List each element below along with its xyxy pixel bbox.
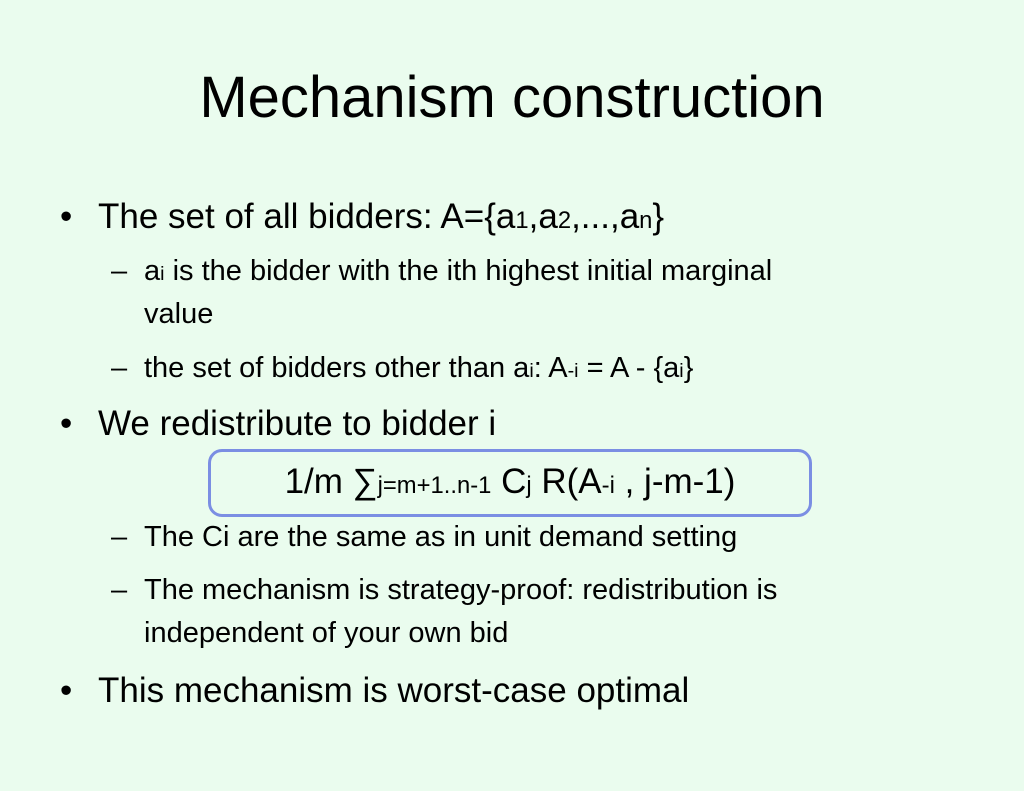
subbullet-ai-definition (111, 255, 772, 291)
colon-a: : A (533, 352, 568, 384)
equation-text: = A - {a (578, 352, 680, 384)
subscript-1: 1 (515, 207, 529, 234)
var-a: a (144, 255, 161, 287)
bullet-marker: • (60, 404, 73, 443)
bullet-text: This mechanism is worst-case optimal (98, 671, 690, 710)
dash-marker: – (111, 255, 128, 287)
set-close: } (652, 197, 665, 236)
set-comma-a: ,a (528, 197, 558, 236)
formula-prefix: 1/m ∑ (284, 462, 378, 501)
set-close: } (683, 352, 694, 384)
sum-range: j=m+1..n-1 (377, 472, 492, 499)
subbullet-strategy-proof (111, 574, 777, 607)
bullet-marker: • (60, 197, 73, 236)
subbullet-text: is the bidder with the ith highest initial marginal (164, 255, 773, 287)
subbullet-ci-same (111, 521, 737, 554)
subscript-minus-i: -i (567, 360, 579, 382)
subscript-j: j (526, 472, 532, 499)
redistribution-formula (208, 462, 812, 506)
bullet-marker: • (60, 671, 73, 710)
dash-marker: – (111, 521, 128, 553)
subscript-minus-i: -i (601, 472, 615, 499)
subscript-2: 2 (557, 207, 572, 234)
slide-title: Mechanism construction (199, 65, 825, 130)
set-open: ={a (463, 197, 516, 236)
subbullet-text: The Ci are the same as in unit demand setting (144, 521, 738, 553)
subbullet-continuation: independent of your own bid (144, 617, 509, 649)
subscript-i: i (679, 360, 684, 382)
set-dots-a: ,...,a (571, 197, 640, 236)
subscript-i: i (160, 263, 165, 285)
subbullet-text: The mechanism is strategy-proof: redistribution is (144, 574, 778, 606)
dash-marker: – (111, 352, 128, 384)
subscript-i: i (529, 360, 534, 382)
bullet-redistribute (60, 404, 496, 444)
dash-marker: – (111, 574, 128, 606)
subscript-n: n (639, 207, 653, 234)
subbullet-text: the set of bidders other than a (144, 352, 530, 384)
formula-c: C (491, 462, 527, 501)
subbullet-other-bidders (111, 352, 693, 388)
subbullet-continuation: value (144, 298, 214, 330)
formula-ra: R(A (531, 462, 602, 501)
bullet-text: We redistribute to bidder i (98, 404, 497, 443)
bullet-bidder-set (60, 197, 664, 241)
bullet-worst-case (60, 671, 689, 711)
bullet-text: The set of all bidders: A (98, 197, 464, 236)
formula-tail: , j-m-1) (614, 462, 736, 501)
